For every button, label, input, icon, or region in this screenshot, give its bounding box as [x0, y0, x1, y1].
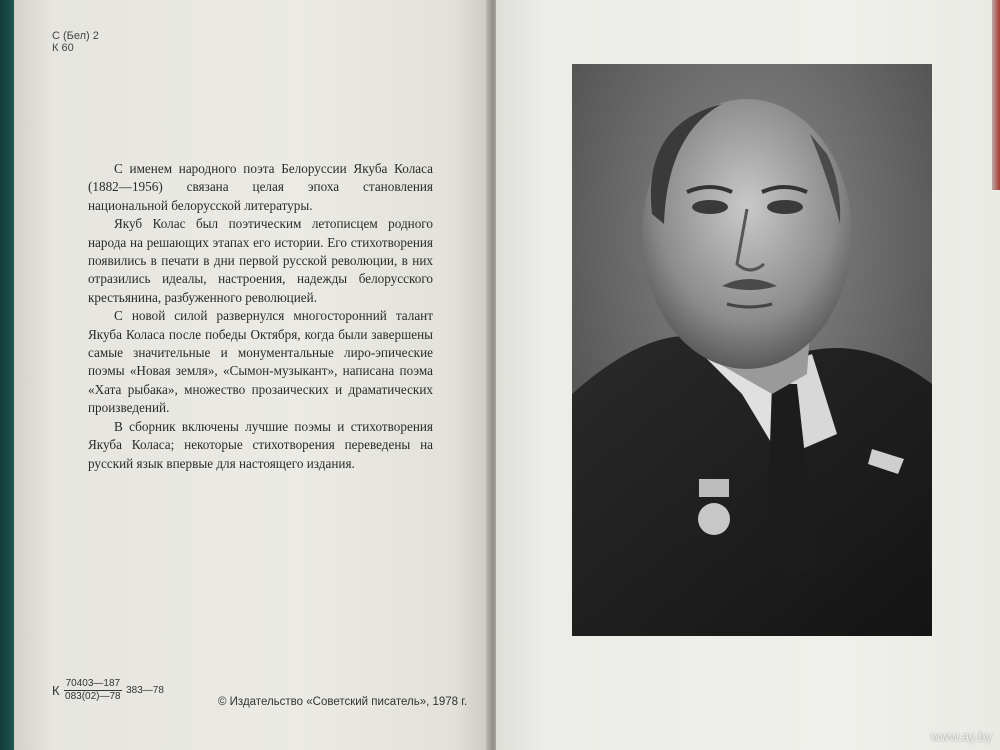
abstract-paragraph-4: В сборник включены лучшие поэмы и стихотворения Якуба Коласа; некоторые стихотворения переведены на русский язык впервые для настоящего издания.	[88, 418, 433, 471]
book-abstract	[88, 160, 433, 473]
code-fraction	[64, 678, 123, 703]
index-line-1: С (Бел) 2	[52, 30, 99, 42]
index-line-2: К 60	[52, 42, 74, 54]
code-numerator: 70403—187	[65, 678, 121, 689]
copyright-line: © Издательство «Советский писатель», 1978 г.	[218, 696, 468, 708]
abstract-paragraph-3: С новой силой развернулся многосторонний талант Якуба Коласа после победы Октября, когда были завершены самые значительные и монументальные лиро-эпические поэмы «Новая земля», «Сымон-музыкант», написана поэма «Хата рыбака», множество прозаических и драматических произведений.	[88, 308, 433, 416]
medal-ribbon	[699, 479, 729, 497]
portrait-drawing	[572, 64, 932, 636]
code-denominator: 083(02)—78	[65, 691, 121, 702]
publication-code	[52, 678, 164, 703]
author-portrait	[572, 64, 932, 636]
code-letter: К	[52, 683, 60, 698]
red-object-edge	[992, 0, 1000, 190]
abstract-paragraph-2: Якуб Колас был поэтическим летописцем родного народа на решающих этапах его истории. Его стихотворения появились в печати в дни первой русской революции, в них отразились идеалы, настроения, надежды белорусского крестьянина, разбуженного революцией.	[88, 216, 433, 305]
library-index	[52, 30, 99, 54]
abstract-paragraph-1: С именем народного поэта Белоруссии Якуба Коласа (1882—1956) связана целая эпоха становления национальной белорусской литературы.	[88, 161, 433, 213]
watermark: www.ay.by	[930, 729, 992, 744]
medal-icon	[698, 503, 730, 535]
code-suffix: 383—78	[126, 685, 164, 696]
